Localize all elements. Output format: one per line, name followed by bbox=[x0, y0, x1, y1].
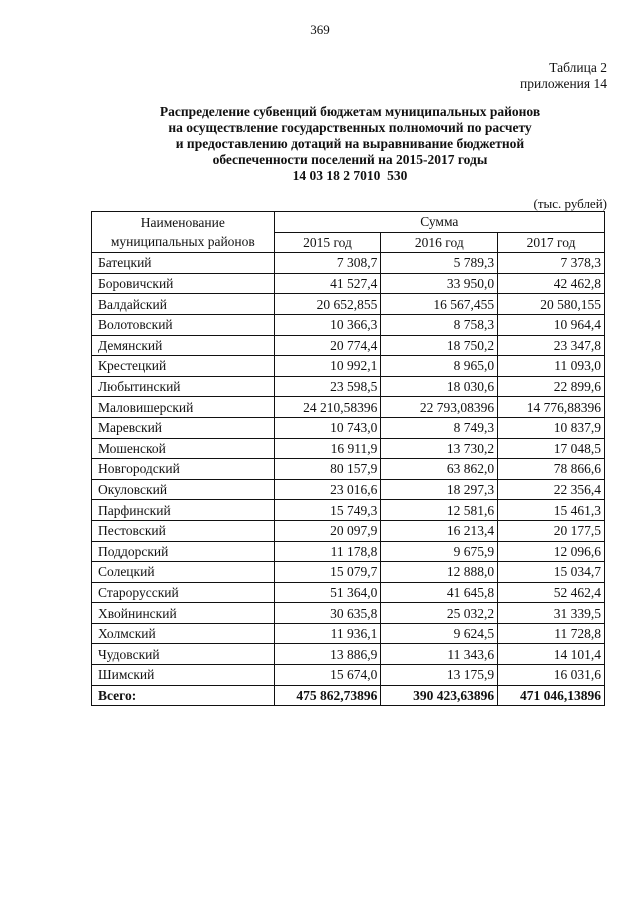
value-2015: 20 774,4 bbox=[274, 335, 381, 356]
value-2016: 9 675,9 bbox=[381, 541, 498, 562]
table-ref-line-1: Таблица 2 bbox=[549, 60, 607, 75]
value-2016: 41 645,8 bbox=[381, 582, 498, 603]
table-row bbox=[92, 376, 605, 397]
document-title bbox=[0, 104, 640, 184]
total-label: Всего: bbox=[92, 685, 275, 706]
value-2015: 23 016,6 bbox=[274, 479, 381, 500]
table-row bbox=[92, 273, 605, 294]
page-number: 369 bbox=[310, 22, 330, 37]
value-2016: 5 789,3 bbox=[381, 253, 498, 274]
value-2017: 10 837,9 bbox=[498, 417, 605, 438]
value-2016: 11 343,6 bbox=[381, 644, 498, 665]
district-name: Мошенской bbox=[92, 438, 275, 459]
value-2016: 25 032,2 bbox=[381, 603, 498, 624]
value-2015: 51 364,0 bbox=[274, 582, 381, 603]
value-2015: 20 652,855 bbox=[274, 294, 381, 315]
table-row bbox=[92, 253, 605, 274]
district-name: Любытинский bbox=[92, 376, 275, 397]
value-2017: 23 347,8 bbox=[498, 335, 605, 356]
value-2015: 10 743,0 bbox=[274, 417, 381, 438]
table-row bbox=[92, 520, 605, 541]
value-2017: 22 899,6 bbox=[498, 376, 605, 397]
header-year-2016: 2016 год bbox=[381, 232, 498, 253]
header-sum: Сумма bbox=[274, 212, 604, 233]
district-name: Валдайский bbox=[92, 294, 275, 315]
district-name: Демянский bbox=[92, 335, 275, 356]
total-2016: 390 423,63896 bbox=[381, 685, 498, 706]
table-row bbox=[92, 417, 605, 438]
total-row bbox=[92, 685, 605, 706]
value-2015: 7 308,7 bbox=[274, 253, 381, 274]
table-row bbox=[92, 397, 605, 418]
value-2016: 8 749,3 bbox=[381, 417, 498, 438]
value-2017: 15 461,3 bbox=[498, 500, 605, 521]
value-2017: 11 093,0 bbox=[498, 356, 605, 377]
table-row bbox=[92, 623, 605, 644]
value-2017: 7 378,3 bbox=[498, 253, 605, 274]
value-2017: 78 866,6 bbox=[498, 459, 605, 480]
value-2015: 10 992,1 bbox=[274, 356, 381, 377]
value-2016: 12 581,6 bbox=[381, 500, 498, 521]
value-2015: 30 635,8 bbox=[274, 603, 381, 624]
value-2017: 31 339,5 bbox=[498, 603, 605, 624]
value-2017: 42 462,8 bbox=[498, 273, 605, 294]
value-2017: 22 356,4 bbox=[498, 479, 605, 500]
district-name: Холмский bbox=[92, 623, 275, 644]
table-row bbox=[92, 459, 605, 480]
value-2015: 16 911,9 bbox=[274, 438, 381, 459]
value-2016: 16 567,455 bbox=[381, 294, 498, 315]
value-2015: 41 527,4 bbox=[274, 273, 381, 294]
title-line-5: 14 03 18 2 7010 530 bbox=[292, 168, 408, 183]
district-name: Парфинский bbox=[92, 500, 275, 521]
district-name: Новгородский bbox=[92, 459, 275, 480]
value-2017: 20 177,5 bbox=[498, 520, 605, 541]
total-2015: 475 862,73896 bbox=[274, 685, 381, 706]
district-name: Чудовский bbox=[92, 644, 275, 665]
value-2016: 12 888,0 bbox=[381, 562, 498, 583]
value-2016: 33 950,0 bbox=[381, 273, 498, 294]
value-2017: 14 776,88396 bbox=[498, 397, 605, 418]
value-2015: 23 598,5 bbox=[274, 376, 381, 397]
table-row bbox=[92, 294, 605, 315]
subsidy-table bbox=[91, 211, 605, 706]
table-row bbox=[92, 438, 605, 459]
district-name: Маревский bbox=[92, 417, 275, 438]
units-label: (тыс. рублей) bbox=[533, 196, 607, 211]
district-name: Солецкий bbox=[92, 562, 275, 583]
district-name: Боровичский bbox=[92, 273, 275, 294]
title-line-4: обеспеченности поселений на 2015-2017 годы bbox=[212, 152, 488, 167]
title-line-2: на осуществление государственных полномочий по расчету bbox=[168, 120, 532, 135]
value-2017: 12 096,6 bbox=[498, 541, 605, 562]
header-year-2015: 2015 год bbox=[274, 232, 381, 253]
district-name: Крестецкий bbox=[92, 356, 275, 377]
value-2016: 18 030,6 bbox=[381, 376, 498, 397]
value-2016: 8 758,3 bbox=[381, 314, 498, 335]
district-name: Батецкий bbox=[92, 253, 275, 274]
district-name: Волотовский bbox=[92, 314, 275, 335]
district-name: Шимский bbox=[92, 665, 275, 686]
total-2017: 471 046,13896 bbox=[498, 685, 605, 706]
value-2016: 9 624,5 bbox=[381, 623, 498, 644]
table-row bbox=[92, 665, 605, 686]
value-2017: 15 034,7 bbox=[498, 562, 605, 583]
value-2017: 14 101,4 bbox=[498, 644, 605, 665]
district-name: Хвойнинский bbox=[92, 603, 275, 624]
table-reference bbox=[520, 60, 607, 92]
value-2016: 16 213,4 bbox=[381, 520, 498, 541]
table-row bbox=[92, 314, 605, 335]
value-2017: 11 728,8 bbox=[498, 623, 605, 644]
table-row bbox=[92, 582, 605, 603]
table-row bbox=[92, 541, 605, 562]
value-2015: 24 210,58396 bbox=[274, 397, 381, 418]
value-2015: 13 886,9 bbox=[274, 644, 381, 665]
value-2015: 80 157,9 bbox=[274, 459, 381, 480]
table-body bbox=[92, 253, 605, 685]
value-2015: 15 079,7 bbox=[274, 562, 381, 583]
table-row bbox=[92, 500, 605, 521]
table-row bbox=[92, 356, 605, 377]
value-2017: 20 580,155 bbox=[498, 294, 605, 315]
header-year-2017: 2017 год bbox=[498, 232, 605, 253]
value-2015: 11 936,1 bbox=[274, 623, 381, 644]
value-2016: 18 297,3 bbox=[381, 479, 498, 500]
value-2015: 20 097,9 bbox=[274, 520, 381, 541]
table-row bbox=[92, 562, 605, 583]
district-name: Окуловский bbox=[92, 479, 275, 500]
value-2016: 22 793,08396 bbox=[381, 397, 498, 418]
header-district-name: Наименование муниципальных районов bbox=[92, 212, 275, 253]
value-2016: 63 862,0 bbox=[381, 459, 498, 480]
value-2015: 10 366,3 bbox=[274, 314, 381, 335]
value-2017: 16 031,6 bbox=[498, 665, 605, 686]
district-name: Пестовский bbox=[92, 520, 275, 541]
value-2017: 17 048,5 bbox=[498, 438, 605, 459]
table-row bbox=[92, 335, 605, 356]
value-2017: 10 964,4 bbox=[498, 314, 605, 335]
value-2015: 11 178,8 bbox=[274, 541, 381, 562]
value-2016: 13 730,2 bbox=[381, 438, 498, 459]
title-line-1: Распределение субвенций бюджетам муниципальных районов bbox=[159, 104, 541, 119]
district-name: Поддорский bbox=[92, 541, 275, 562]
district-name: Старорусский bbox=[92, 582, 275, 603]
table-ref-line-2: приложения 14 bbox=[519, 76, 607, 91]
value-2016: 8 965,0 bbox=[381, 356, 498, 377]
value-2016: 13 175,9 bbox=[381, 665, 498, 686]
value-2015: 15 749,3 bbox=[274, 500, 381, 521]
value-2015: 15 674,0 bbox=[274, 665, 381, 686]
value-2016: 18 750,2 bbox=[381, 335, 498, 356]
value-2017: 52 462,4 bbox=[498, 582, 605, 603]
table-row bbox=[92, 644, 605, 665]
table-row bbox=[92, 479, 605, 500]
district-name: Маловишерский bbox=[92, 397, 275, 418]
table-row bbox=[92, 603, 605, 624]
title-line-3: и предоставлению дотаций на выравнивание бюджетной bbox=[175, 136, 525, 151]
